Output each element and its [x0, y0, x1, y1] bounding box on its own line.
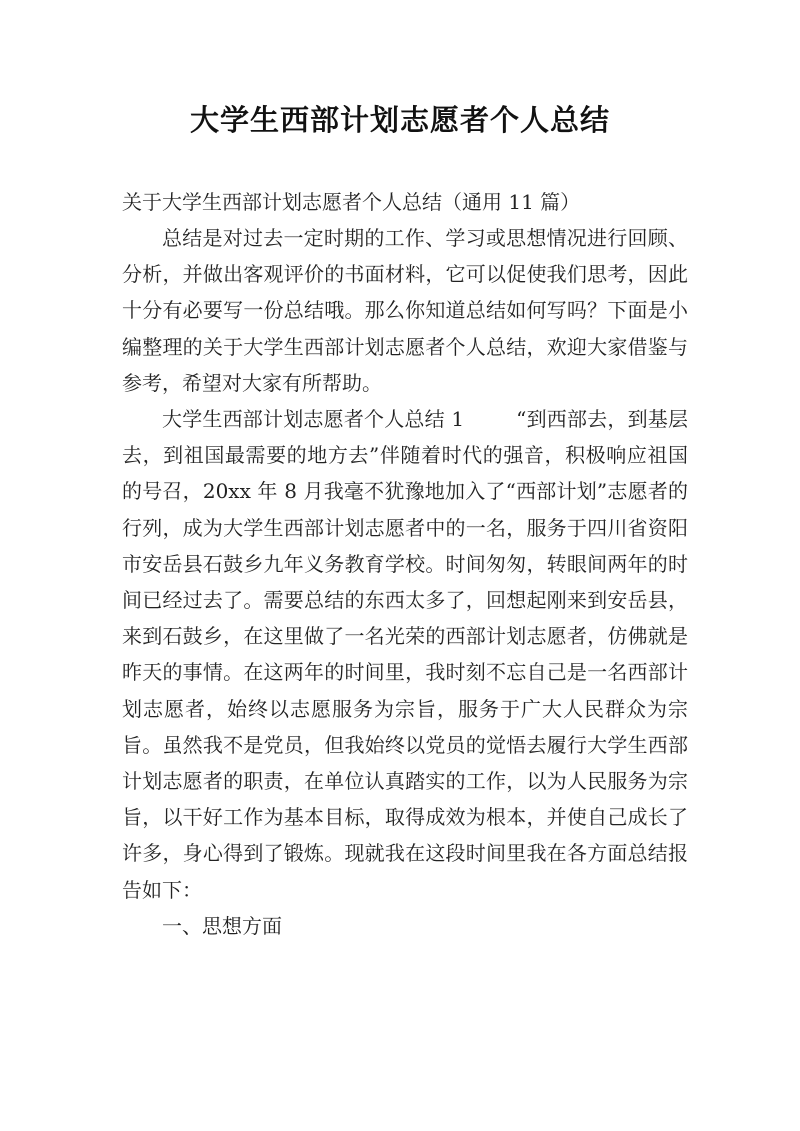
- document-body: [122, 184, 688, 944]
- intro-paragraph: 总结是对过去一定时期的工作、学习或思想情况进行回顾、分析，并做出客观评价的书面材料，它可以促使我们思考，因此十分有必要写一份总结哦。那么你知道总结如何写吗？下面是小编整理的关于大学生西部计划志愿者个人总结，欢迎大家借鉴与参考，希望对大家有所帮助。: [122, 226, 688, 395]
- section-1-label: 大学生西部计划志愿者个人总结 1: [162, 407, 465, 432]
- section-1-text: “到西部去，到基层去，到祖国最需要的地方去”伴随着时代的强音，积极响应祖国的号召，20xx 年 8 月我毫不犹豫地加入了“西部计划”志愿者的行列，成为大学生西部计划志愿者中的一名，服务于四川省资阳市安岳县石鼓乡九年义务教育学校。时间匆匆，转眼间两年的时间已经过去了。需要总结的东西太多了，回想起刚来到安岳县，来到石鼓乡，在这里做了一名光荣的西部计划志愿者，仿佛就是昨天的事情。在这两年的时间里，我时刻不忘自己是一名西部计划志愿者，始终以志愿服务为宗旨，服务于广大人民群众为宗旨。虽然我不是党员，但我始终以党员的觉悟去履行大学生西部计划志愿者的职责，在单位认真踏实的工作，以为人民服务为宗旨，以干好工作为基本目标，取得成效为根本，并使自己成长了许多，身心得到了锻炼。现就我在这段时间里我在各方面总结报告如下：: [122, 407, 688, 902]
- document-title: 大学生西部计划志愿者个人总结: [189, 103, 610, 137]
- document-subtitle: 关于大学生西部计划志愿者个人总结（通用 11 篇）: [122, 190, 581, 214]
- section-heading-thought: 一、思想方面: [162, 913, 282, 938]
- section-1-paragraph: [122, 401, 688, 908]
